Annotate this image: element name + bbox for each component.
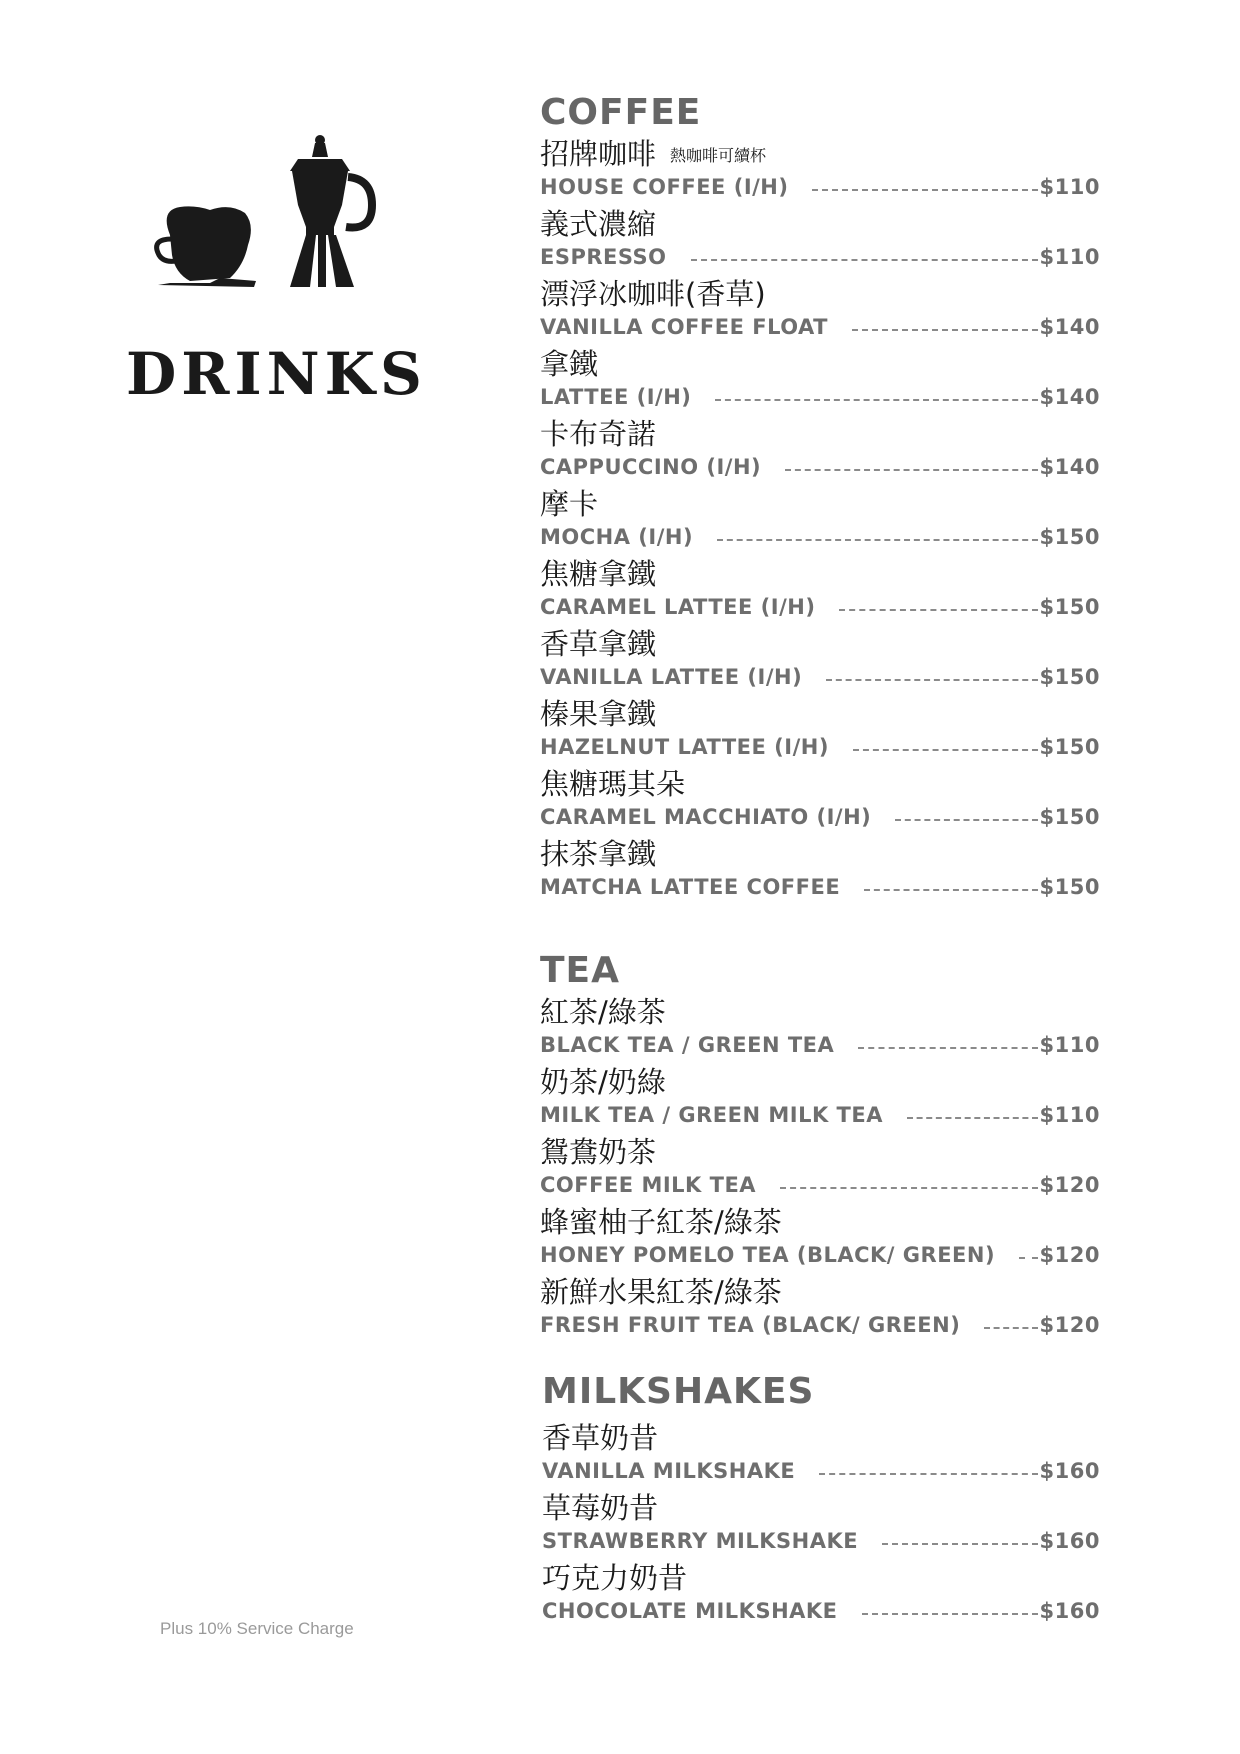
dotted-leader (984, 1325, 1037, 1329)
menu-item (540, 766, 1100, 836)
item-name-en: HAZELNUT LATTEE (I/H) (540, 735, 829, 759)
item-price: $160 (1039, 1599, 1100, 1623)
item-price: $140 (1039, 385, 1100, 409)
item-name-en: CARAMEL MACCHIATO (I/H) (540, 805, 872, 829)
item-name-zh: 奶茶/奶綠 (540, 1065, 666, 1099)
item-name-en: CHOCOLATE MILKSHAKE (542, 1599, 838, 1623)
item-name-zh: 鴛鴦奶茶 (540, 1135, 657, 1169)
section-coffee (540, 90, 1100, 906)
section-milkshakes (540, 1364, 1100, 1630)
item-name-zh: 草莓奶昔 (542, 1491, 659, 1525)
dotted-leader (691, 257, 1038, 261)
menu-item (540, 1064, 1100, 1134)
item-price: $140 (1039, 455, 1100, 479)
menu-item (540, 276, 1100, 346)
item-name-en: CARAMEL LATTEE (I/H) (540, 595, 816, 619)
dotted-leader (907, 1115, 1038, 1119)
menu-title: DRINKS (126, 340, 427, 408)
menu-item (540, 346, 1100, 416)
dotted-leader (715, 397, 1037, 401)
menu-item (540, 136, 1100, 206)
left-panel (0, 0, 520, 1754)
item-name-zh: 香草拿鐵 (540, 627, 657, 661)
section-title: TEA (540, 950, 621, 991)
item-price: $140 (1039, 315, 1100, 339)
item-price: $120 (1039, 1243, 1100, 1267)
item-note: 熱咖啡可續杯 (670, 146, 767, 165)
dotted-leader (895, 817, 1037, 821)
dotted-leader (780, 1185, 1037, 1189)
dotted-leader (717, 537, 1037, 541)
item-name-en: VANILLA LATTEE (I/H) (540, 665, 803, 689)
item-name-zh: 漂浮冰咖啡(香草) (540, 277, 766, 311)
menu-item (540, 1490, 1100, 1560)
item-price: $120 (1039, 1313, 1100, 1337)
menu-item (540, 206, 1100, 276)
item-price: $150 (1039, 665, 1100, 689)
menu-item (540, 486, 1100, 556)
item-name-zh: 焦糖瑪其朵 (540, 767, 686, 801)
item-name-en: HOUSE COFFEE (I/H) (540, 175, 789, 199)
coffee-cup-and-moka-pot-icon (150, 135, 380, 315)
dotted-leader (858, 1045, 1037, 1049)
dotted-leader (864, 887, 1037, 891)
section-tea (540, 948, 1100, 1344)
menu-item (540, 836, 1100, 906)
item-name-en: COFFEE MILK TEA (540, 1173, 757, 1197)
item-name-en: VANILLA COFFEE FLOAT (540, 315, 828, 339)
dotted-leader (819, 1471, 1037, 1475)
item-price: $150 (1039, 805, 1100, 829)
dotted-leader (862, 1611, 1038, 1615)
item-name-zh: 拿鐵 (540, 347, 599, 381)
menu-item (540, 1274, 1100, 1344)
item-name-en: ESPRESSO (540, 245, 667, 269)
item-name-zh: 義式濃縮 (540, 207, 657, 241)
item-price: $110 (1039, 1033, 1100, 1057)
section-title: COFFEE (540, 92, 702, 133)
item-price: $160 (1039, 1459, 1100, 1483)
dotted-leader (1019, 1255, 1037, 1259)
item-price: $110 (1039, 245, 1100, 269)
dotted-leader (826, 677, 1037, 681)
menu-item (540, 696, 1100, 766)
item-price: $150 (1039, 595, 1100, 619)
item-name-en: CAPPUCCINO (I/H) (540, 455, 762, 479)
item-name-zh: 巧克力奶昔 (542, 1561, 688, 1595)
section-title: MILKSHAKES (542, 1371, 815, 1412)
item-name-en: FRESH FRUIT TEA (BLACK/ GREEN) (540, 1313, 961, 1337)
menu-item (540, 1204, 1100, 1274)
item-price: $150 (1039, 735, 1100, 759)
item-price: $120 (1039, 1173, 1100, 1197)
item-name-zh: 紅茶/綠茶 (540, 995, 666, 1029)
menu-item (540, 626, 1100, 696)
dotted-leader (882, 1541, 1037, 1545)
item-name-en: HONEY POMELO TEA (BLACK/ GREEN) (540, 1243, 996, 1267)
item-name-en: BLACK TEA / GREEN TEA (540, 1033, 835, 1057)
dotted-leader (853, 747, 1038, 751)
item-name-zh: 招牌咖啡 (540, 137, 657, 171)
service-charge-note: Plus 10% Service Charge (160, 1619, 354, 1638)
menu-item (540, 1560, 1100, 1630)
dotted-leader (812, 187, 1037, 191)
item-name-en: MILK TEA / GREEN MILK TEA (540, 1103, 883, 1127)
item-price: $150 (1039, 875, 1100, 899)
item-name-zh: 香草奶昔 (542, 1421, 659, 1455)
dotted-leader (839, 607, 1037, 611)
menu-item (540, 994, 1100, 1064)
menu-item (540, 416, 1100, 486)
item-name-zh: 榛果拿鐵 (540, 697, 657, 731)
item-name-en: MATCHA LATTEE COFFEE (540, 875, 841, 899)
item-name-zh: 焦糖拿鐵 (540, 557, 657, 591)
item-name-zh: 新鮮水果紅茶/綠茶 (540, 1275, 782, 1309)
item-name-zh: 摩卡 (540, 487, 599, 521)
item-price: $110 (1039, 175, 1100, 199)
dotted-leader (852, 327, 1038, 331)
dotted-leader (785, 467, 1037, 471)
menu-list (540, 90, 1100, 1630)
menu-item (540, 1420, 1100, 1490)
item-name-en: STRAWBERRY MILKSHAKE (542, 1529, 859, 1553)
item-name-en: VANILLA MILKSHAKE (542, 1459, 796, 1483)
item-name-zh: 蜂蜜柚子紅茶/綠茶 (540, 1205, 782, 1239)
item-price: $160 (1039, 1529, 1100, 1553)
menu-item (540, 556, 1100, 626)
item-name-en: MOCHA (I/H) (540, 525, 694, 549)
item-price: $150 (1039, 525, 1100, 549)
menu-item (540, 1134, 1100, 1204)
item-price: $110 (1039, 1103, 1100, 1127)
item-name-zh: 卡布奇諾 (540, 417, 657, 451)
item-name-zh: 抹茶拿鐵 (540, 837, 657, 871)
item-name-en: LATTEE (I/H) (540, 385, 692, 409)
